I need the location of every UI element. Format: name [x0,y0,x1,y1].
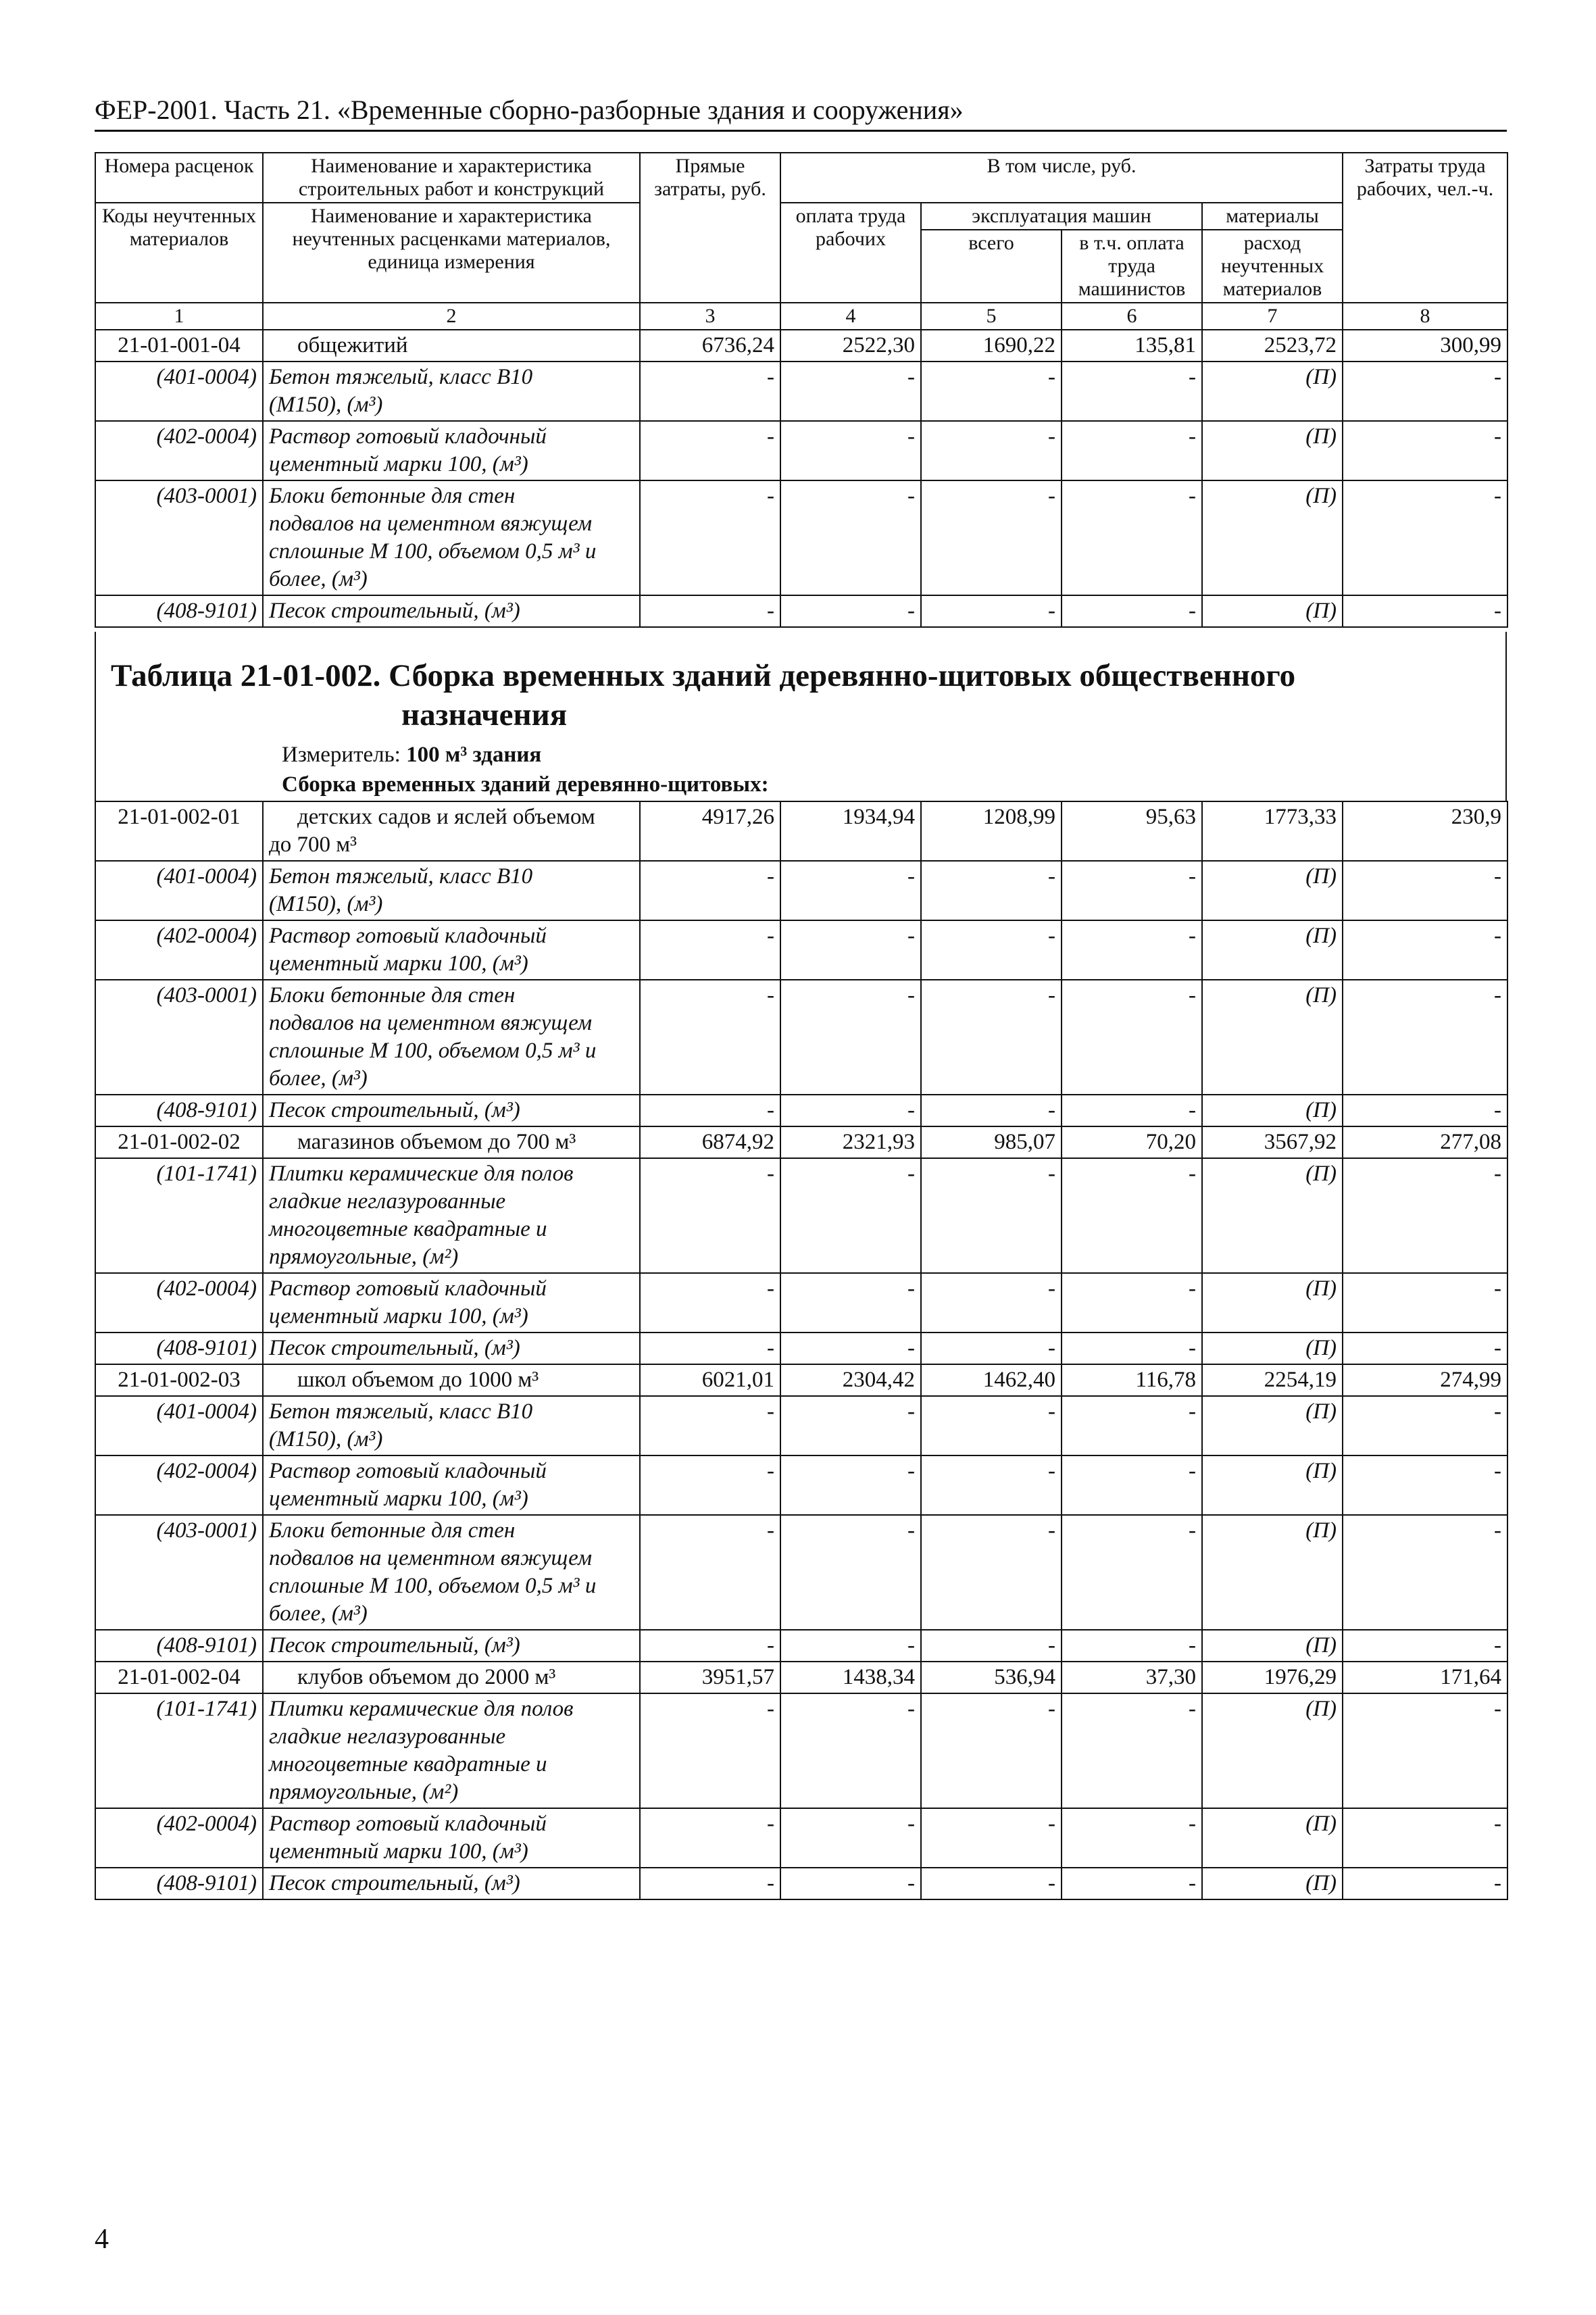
dash-value: - [1062,480,1202,595]
table-21-01-002-heading [95,632,1507,801]
material-mark: (П) [1202,1808,1343,1868]
material-code: (402-0004) [95,920,263,980]
dash-value: - [921,1868,1062,1899]
dash-value: - [1062,861,1202,920]
value-v4: 1934,94 [780,801,921,861]
value-v7: 1976,29 [1202,1662,1343,1693]
col-direct-costs-head: Прямые затраты, руб. [640,153,780,303]
value-v8: 277,08 [1343,1126,1507,1158]
dash-value: - [1062,1273,1202,1333]
material-mark: (П) [1202,595,1343,627]
value-v4: 2304,42 [780,1364,921,1396]
dash-value: - [921,1273,1062,1333]
dash-value: - [1062,920,1202,980]
rate-row [95,1662,1507,1693]
value-v3: 6021,01 [640,1364,780,1396]
material-row [95,861,1507,920]
rate-row [95,1126,1507,1158]
dash-value: - [1343,480,1507,595]
material-name-line: более, (м³) [269,1601,368,1626]
dash-value: - [1343,1693,1507,1808]
value-v4: 2522,30 [780,330,921,362]
dash-value: - [921,595,1062,627]
material-name-line: сплошные М 100, объемом 0,5 м³ и [269,539,597,564]
value-v8: 274,99 [1343,1364,1507,1396]
value-v5: 985,07 [921,1126,1062,1158]
rate-code: 21-01-002-01 [95,801,263,861]
dash-value: - [640,1396,780,1455]
material-name [263,1630,640,1662]
dash-value: - [780,1273,921,1333]
col-material-names-head: Наименование и характеристика неучтенных расценками материалов, единица измерения [263,203,640,303]
dash-value: - [921,1333,1062,1364]
rate-code: 21-01-002-04 [95,1662,263,1693]
rate-name-line: до 700 м³ [269,832,357,857]
rate-code: 21-01-001-04 [95,330,263,362]
material-name-line: сплошные М 100, объемом 0,5 м³ и [269,1574,597,1598]
dash-value: - [640,1273,780,1333]
dash-value: - [921,1095,1062,1126]
value-v7: 3567,92 [1202,1126,1343,1158]
dash-value: - [1343,861,1507,920]
material-code: (402-0004) [95,1455,263,1515]
material-row [95,1455,1507,1515]
material-row [95,1396,1507,1455]
material-mark: (П) [1202,362,1343,421]
col-material-codes-head: Коды неучтенных материалов [95,203,263,303]
material-code: (101-1741) [95,1158,263,1273]
material-name-line: подвалов на цементном вяжущем [269,512,593,536]
dash-value: - [780,595,921,627]
material-code: (402-0004) [95,1808,263,1868]
page-header: ФЕР-2001. Часть 21. «Временные сборно-разборные здания и сооружения» [95,93,1507,132]
dash-value: - [1343,1455,1507,1515]
material-row [95,1630,1507,1662]
material-code: (403-0001) [95,480,263,595]
group-title: Сборка временных зданий деревянно-щитовых: [282,772,769,797]
material-name [263,1158,640,1273]
material-code: (402-0004) [95,421,263,480]
dash-value: - [1062,1396,1202,1455]
material-name-line: подвалов на цементном вяжущем [269,1546,593,1570]
measure-value: 100 м³ здания [406,743,542,767]
dash-value: - [1343,1273,1507,1333]
dash-value: - [1343,362,1507,421]
material-row [95,421,1507,480]
material-code: (402-0004) [95,1273,263,1333]
dash-value: - [921,861,1062,920]
col-machinists-head: в т.ч. оплата труда машинистов [1062,230,1202,303]
material-code: (401-0004) [95,861,263,920]
material-row [95,1333,1507,1364]
material-mark: (П) [1202,1158,1343,1273]
dash-value: - [780,1333,921,1364]
material-mark: (П) [1202,1333,1343,1364]
value-v6: 135,81 [1062,330,1202,362]
material-mark: (П) [1202,1095,1343,1126]
value-v6: 70,20 [1062,1126,1202,1158]
dash-value: - [640,980,780,1095]
dash-value: - [640,421,780,480]
material-name [263,1455,640,1515]
rates-table-2 [95,801,1508,1900]
dash-value: - [921,1396,1062,1455]
material-code: (408-9101) [95,1095,263,1126]
dash-value: - [640,1868,780,1899]
value-v4: 1438,34 [780,1662,921,1693]
dash-value: - [1343,1808,1507,1868]
rate-name [263,801,640,861]
material-name-line: подвалов на цементном вяжущем [269,1011,593,1035]
material-name-line: Блоки бетонные для стен [269,1518,516,1543]
dash-value: - [780,980,921,1095]
dash-value: - [921,1693,1062,1808]
dash-value: - [921,980,1062,1095]
material-row [95,920,1507,980]
value-v7: 2254,19 [1202,1364,1343,1396]
dash-value: - [780,421,921,480]
table-1-body [95,330,1507,627]
material-row [95,1095,1507,1126]
value-v6: 37,30 [1062,1662,1202,1693]
material-mark: (П) [1202,1396,1343,1455]
dash-value: - [780,362,921,421]
dash-value: - [780,1396,921,1455]
value-v5: 536,94 [921,1662,1062,1693]
material-name [263,480,640,595]
dash-value: - [780,1630,921,1662]
dash-value: - [640,1095,780,1126]
col-machines-total-head: всего [921,230,1062,303]
material-name-line: Раствор готовый кладочный [269,1276,547,1301]
table-title-line2: назначения [401,697,568,732]
materials-head: материалы [1202,203,1343,230]
dash-value: - [640,1630,780,1662]
material-code: (408-9101) [95,1333,263,1364]
material-mark: (П) [1202,1455,1343,1515]
value-v7: 2523,72 [1202,330,1343,362]
column-number: 1 [95,303,263,330]
dash-value: - [1343,1158,1507,1273]
material-name-line: Песок строительный, (м³) [269,599,520,623]
value-v8: 300,99 [1343,330,1507,362]
material-mark: (П) [1202,980,1343,1095]
dash-value: - [1062,362,1202,421]
dash-value: - [1343,980,1507,1095]
dash-value: - [1062,421,1202,480]
rates-table-1 [95,152,1508,628]
dash-value: - [1343,421,1507,480]
material-name-line: Раствор готовый кладочный [269,1812,547,1836]
material-code: (408-9101) [95,1868,263,1899]
material-row [95,1808,1507,1868]
material-name [263,1273,640,1333]
material-name [263,1808,640,1868]
material-name-line: Плитки керамические для полов [269,1162,574,1186]
material-name-line: Песок строительный, (м³) [269,1336,520,1360]
material-name-line: гладкие неглазурованные [269,1724,506,1749]
material-name-line: Бетон тяжелый, класс В10 [269,1399,533,1424]
material-name [263,980,640,1095]
dash-value: - [640,1158,780,1273]
dash-value: - [921,362,1062,421]
material-name-line: Бетон тяжелый, класс В10 [269,864,533,889]
rate-name [263,330,640,362]
material-mark: (П) [1202,861,1343,920]
material-name-line: Раствор готовый кладочный [269,1459,547,1483]
dash-value: - [1343,920,1507,980]
column-number: 6 [1062,303,1202,330]
col-rate-number-head: Номера расценок [95,153,263,203]
material-name-line: Песок строительный, (м³) [269,1871,520,1895]
column-number: 4 [780,303,921,330]
dash-value: - [780,861,921,920]
incl-head: В том числе, руб. [780,153,1343,203]
dash-value: - [780,1515,921,1630]
material-row [95,1515,1507,1630]
column-number: 3 [640,303,780,330]
material-code: (403-0001) [95,1515,263,1630]
dash-value: - [921,421,1062,480]
value-v6: 95,63 [1062,801,1202,861]
material-row [95,480,1507,595]
dash-value: - [640,1515,780,1630]
material-name-line: цементный марки 100, (м³) [269,1839,528,1864]
rate-name-line: магазинов объемом до 700 м³ [297,1130,576,1154]
material-name [263,1693,640,1808]
material-name [263,421,640,480]
material-name-line: многоцветные квадратные и [269,1752,547,1776]
col-wages-head: оплата труда рабочих [780,203,921,303]
material-name-line: цементный марки 100, (м³) [269,1487,528,1511]
dash-value: - [640,1693,780,1808]
dash-value: - [1343,1095,1507,1126]
material-mark: (П) [1202,1693,1343,1808]
value-v3: 6736,24 [640,330,780,362]
dash-value: - [921,1515,1062,1630]
material-name-line: Плитки керамические для полов [269,1697,574,1721]
dash-value: - [921,1630,1062,1662]
material-code: (401-0004) [95,1396,263,1455]
rate-name [263,1126,640,1158]
material-name-line: прямоугольные, (м²) [269,1780,459,1804]
material-code: (101-1741) [95,1693,263,1808]
material-name-line: цементный марки 100, (м³) [269,951,528,976]
page-number: 4 [95,2224,109,2255]
material-name [263,1868,640,1899]
material-row [95,595,1507,627]
material-row [95,1693,1507,1808]
rate-name-line: детских садов и яслей объемом [297,805,595,829]
material-row [95,980,1507,1095]
rate-name [263,1662,640,1693]
value-v4: 2321,93 [780,1126,921,1158]
measure-label: Измеритель: [282,743,401,767]
dash-value: - [1343,1333,1507,1364]
dash-value: - [921,920,1062,980]
dash-value: - [921,1455,1062,1515]
material-mark: (П) [1202,1868,1343,1899]
material-name-line: цементный марки 100, (м³) [269,452,528,476]
column-number: 2 [263,303,640,330]
dash-value: - [780,1158,921,1273]
dash-value: - [1062,1333,1202,1364]
table-title [111,656,1505,735]
dash-value: - [1062,1158,1202,1273]
rate-name [263,1364,640,1396]
table-2-body [95,801,1507,1899]
dash-value: - [640,1808,780,1868]
rate-row [95,801,1507,861]
material-name-line: многоцветные квадратные и [269,1217,547,1241]
dash-value: - [921,1808,1062,1868]
column-numbers-row [95,303,1507,330]
material-name [263,362,640,421]
material-code: (401-0004) [95,362,263,421]
material-name-line: Песок строительный, (м³) [269,1098,520,1122]
material-mark: (П) [1202,480,1343,595]
value-v7: 1773,33 [1202,801,1343,861]
material-mark: (П) [1202,920,1343,980]
dash-value: - [780,920,921,980]
dash-value: - [1062,1693,1202,1808]
dash-value: - [1343,1396,1507,1455]
material-name-line: более, (м³) [269,567,368,591]
material-row [95,1273,1507,1333]
material-name-line: (М150), (м³) [269,1427,383,1451]
dash-value: - [1343,1868,1507,1899]
material-mark: (П) [1202,421,1343,480]
dash-value: - [780,1095,921,1126]
dash-value: - [640,920,780,980]
dash-value: - [640,861,780,920]
dash-value: - [1343,1515,1507,1630]
value-v3: 4917,26 [640,801,780,861]
material-name-line: прямоугольные, (м²) [269,1245,459,1269]
value-v3: 3951,57 [640,1662,780,1693]
dash-value: - [1062,1808,1202,1868]
column-number: 5 [921,303,1062,330]
rate-code: 21-01-002-03 [95,1364,263,1396]
material-code: (403-0001) [95,980,263,1095]
material-name [263,1095,640,1126]
rate-code: 21-01-002-02 [95,1126,263,1158]
column-number: 8 [1343,303,1507,330]
material-mark: (П) [1202,1630,1343,1662]
dash-value: - [780,480,921,595]
value-v6: 116,78 [1062,1364,1202,1396]
dash-value: - [1062,595,1202,627]
dash-value: - [1062,1095,1202,1126]
machines-head: эксплуатация машин [921,203,1202,230]
dash-value: - [1062,1868,1202,1899]
value-v5: 1208,99 [921,801,1062,861]
material-name-line: более, (м³) [269,1066,368,1091]
dash-value: - [780,1868,921,1899]
material-code: (408-9101) [95,1630,263,1662]
material-name-line: сплошные М 100, объемом 0,5 м³ и [269,1039,597,1063]
material-name-line: Раствор готовый кладочный [269,424,547,449]
rate-row [95,330,1507,362]
material-name-line: (М150), (м³) [269,892,383,916]
col-name-head: Наименование и характеристика строительных работ и конструкций [263,153,640,203]
material-mark: (П) [1202,1515,1343,1630]
rate-name-line: школ объемом до 1000 м³ [297,1368,539,1392]
dash-value: - [1343,1630,1507,1662]
material-row [95,1868,1507,1899]
material-code: (408-9101) [95,595,263,627]
material-row [95,362,1507,421]
material-name [263,595,640,627]
material-name-line: Блоки бетонные для стен [269,484,516,508]
table-title-line1: Таблица 21-01-002. Сборка временных зданий деревянно-щитовых общественного [111,658,1296,693]
value-v5: 1690,22 [921,330,1062,362]
dash-value: - [780,1455,921,1515]
measure-line [96,740,1505,770]
material-name-line: Раствор готовый кладочный [269,924,547,948]
material-name [263,1515,640,1630]
col-labor-head: Затраты труда рабочих, чел.-ч. [1343,153,1507,303]
rate-row [95,1364,1507,1396]
value-v8: 230,9 [1343,801,1507,861]
dash-value: - [1062,1515,1202,1630]
value-v8: 171,64 [1343,1662,1507,1693]
dash-value: - [1343,595,1507,627]
dash-value: - [1062,1455,1202,1515]
column-number: 7 [1202,303,1343,330]
dash-value: - [1062,980,1202,1095]
material-name [263,1333,640,1364]
dash-value: - [1062,1630,1202,1662]
material-name [263,1396,640,1455]
dash-value: - [640,362,780,421]
dash-value: - [640,480,780,595]
material-name-line: Песок строительный, (м³) [269,1633,520,1658]
material-name [263,920,640,980]
material-name-line: гладкие неглазурованные [269,1189,506,1214]
dash-value: - [921,480,1062,595]
col-unaccounted-materials-head: расход неучтенных материалов [1202,230,1343,303]
dash-value: - [780,1693,921,1808]
value-v5: 1462,40 [921,1364,1062,1396]
material-name-line: Блоки бетонные для стен [269,983,516,1007]
value-v3: 6874,92 [640,1126,780,1158]
rate-name-line: общежитий [297,333,408,357]
dash-value: - [921,1158,1062,1273]
rate-name-line: клубов объемом до 2000 м³ [297,1665,556,1689]
material-row [95,1158,1507,1273]
material-name-line: Бетон тяжелый, класс В10 [269,365,533,389]
material-mark: (П) [1202,1273,1343,1333]
material-name-line: цементный марки 100, (м³) [269,1304,528,1328]
dash-value: - [640,595,780,627]
dash-value: - [640,1455,780,1515]
material-name [263,861,640,920]
dash-value: - [640,1333,780,1364]
dash-value: - [780,1808,921,1868]
material-name-line: (М150), (м³) [269,393,383,417]
